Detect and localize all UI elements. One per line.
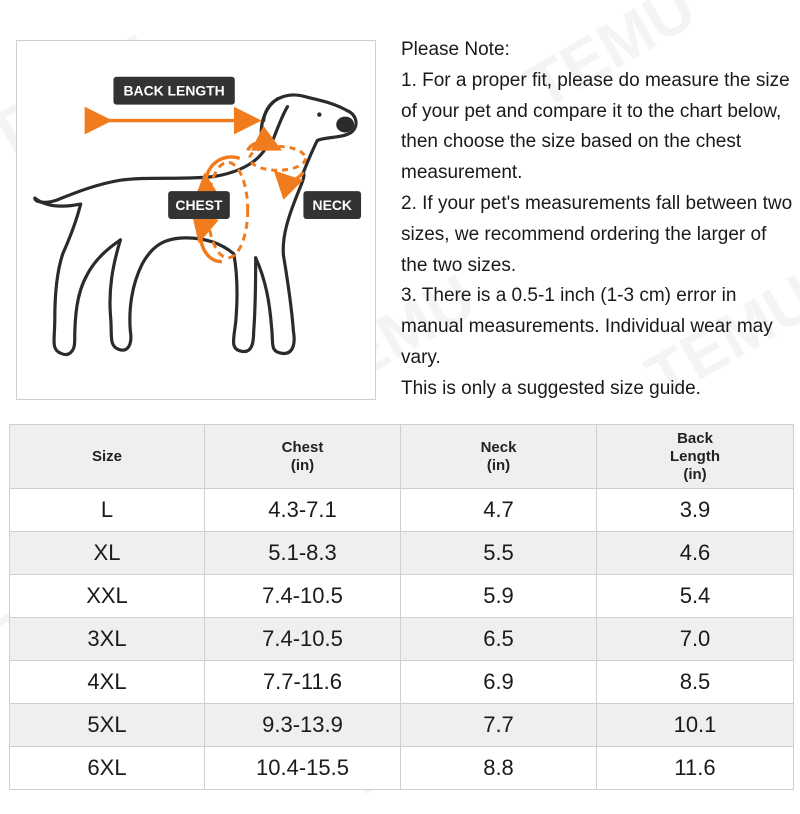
header-chest: Chest (in): [205, 425, 401, 489]
cell-back-length: 11.6: [597, 747, 794, 790]
dog-diagram-svg: [17, 41, 375, 399]
svg-text:CHEST: CHEST: [175, 197, 223, 214]
dog-measurement-diagram: [16, 40, 376, 400]
cell-back-length: 8.5: [597, 661, 794, 704]
note-heading: Please Note:: [401, 39, 510, 60]
neck-arrow-icon: [284, 172, 304, 182]
cell-neck: 7.7: [401, 704, 597, 747]
cell-neck: 8.8: [401, 747, 597, 790]
svg-text:NECK: NECK: [312, 197, 352, 214]
cell-chest: 9.3-13.9: [205, 704, 401, 747]
chest-label: [168, 191, 230, 219]
sizing-note: [401, 35, 797, 405]
cell-chest: 4.3-7.1: [205, 489, 401, 532]
cell-neck: 6.9: [401, 661, 597, 704]
cell-neck: 6.5: [401, 618, 597, 661]
cell-size: 6XL: [10, 747, 205, 790]
cell-back-length: 3.9: [597, 489, 794, 532]
note-line: 3. There is a 0.5-1 inch (1-3 cm) error in manual measurements. Individual wear may vary.: [401, 285, 773, 368]
cell-size: 4XL: [10, 661, 205, 704]
table-row: [10, 489, 794, 532]
cell-back-length: 10.1: [597, 704, 794, 747]
cell-size: 3XL: [10, 618, 205, 661]
cell-neck: 4.7: [401, 489, 597, 532]
cell-back-length: 7.0: [597, 618, 794, 661]
table-row: [10, 575, 794, 618]
neck-label: [303, 191, 361, 219]
note-line: 2. If your pet's measurements fall between two sizes, we recommend ordering the larger of the two sizes.: [401, 192, 793, 276]
table-row: [10, 618, 794, 661]
cell-chest: 7.7-11.6: [205, 661, 401, 704]
svg-text:BACK LENGTH: BACK LENGTH: [123, 82, 225, 99]
cell-size: XL: [10, 532, 205, 575]
table-header-row: [10, 425, 794, 489]
dog-outline-icon: [35, 95, 356, 355]
cell-size: L: [10, 489, 205, 532]
note-line: This is only a suggested size guide.: [401, 377, 701, 399]
back-length-label: [113, 77, 234, 105]
table-row: [10, 704, 794, 747]
cell-size: 5XL: [10, 704, 205, 747]
dog-eye-icon: [317, 112, 321, 116]
cell-neck: 5.9: [401, 575, 597, 618]
cell-back-length: 4.6: [597, 532, 794, 575]
cell-neck: 5.5: [401, 532, 597, 575]
cell-chest: 10.4-15.5: [205, 747, 401, 790]
note-line: 1. For a proper fit, please do measure the size of your pet and compare it to the chart below, then choose the size based on the chest measurement.: [401, 69, 790, 184]
cell-chest: 5.1-8.3: [205, 532, 401, 575]
dog-nose-icon: [336, 117, 354, 133]
table-row: [10, 532, 794, 575]
cell-chest: 7.4-10.5: [205, 575, 401, 618]
table-row: [10, 747, 794, 790]
header-size: Size: [10, 425, 205, 489]
cell-size: XXL: [10, 575, 205, 618]
header-neck: Neck (in): [401, 425, 597, 489]
cell-back-length: 5.4: [597, 575, 794, 618]
cell-chest: 7.4-10.5: [205, 618, 401, 661]
size-chart-table: [9, 424, 794, 790]
header-back-length: Back Length (in): [597, 425, 794, 489]
table-row: [10, 661, 794, 704]
